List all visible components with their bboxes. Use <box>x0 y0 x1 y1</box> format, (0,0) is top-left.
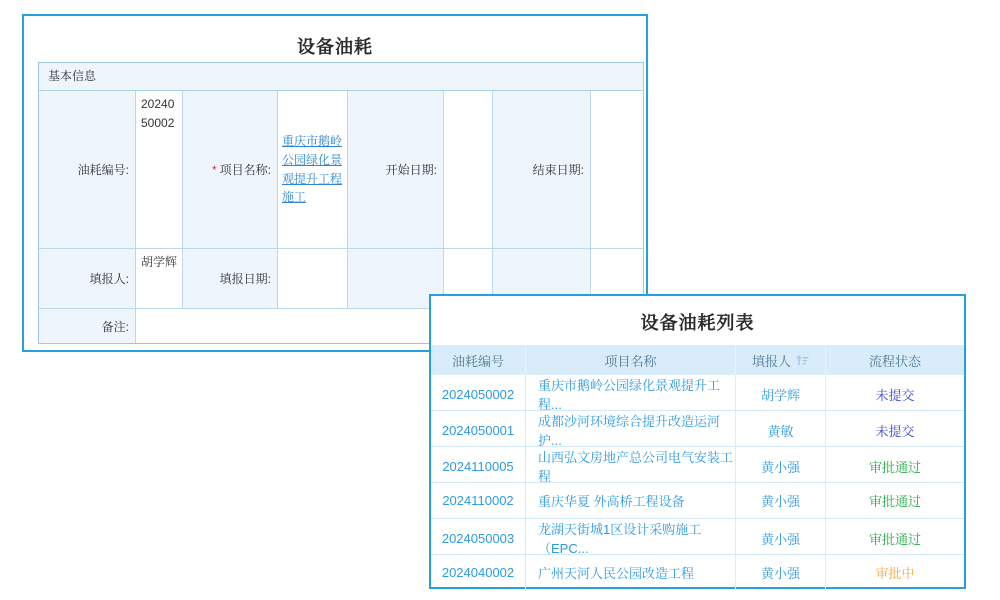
row-fuel-no-link[interactable]: 2024050001 <box>431 411 526 449</box>
project-name-label-text: 项目名称: <box>219 163 271 177</box>
table-row <box>431 447 964 483</box>
table-row <box>431 519 964 555</box>
row-project-name-link[interactable]: 龙湖天街城1区设计采购施工（EPC... <box>526 519 736 557</box>
header-filler-label: 填报人 <box>751 353 791 369</box>
table-row <box>431 411 964 447</box>
remark-label: 备注: <box>39 309 136 343</box>
row-fuel-no-link[interactable]: 2024110005 <box>431 447 526 485</box>
list-table-body <box>431 375 964 590</box>
fill-date-label: 填报日期: <box>183 249 278 309</box>
row-project-name-link[interactable]: 成都沙河环境综合提升改造运河护... <box>526 411 736 449</box>
sort-ascending-icon[interactable] <box>796 355 809 366</box>
row-project-name-link[interactable]: 重庆市鹅岭公园绿化景观提升工程... <box>526 375 736 413</box>
table-row <box>431 483 964 519</box>
row-project-name-link[interactable]: 山西弘文房地产总公司电气安装工程 <box>526 447 736 485</box>
fuel-no-value: 2024050002 <box>136 91 183 249</box>
project-name-link[interactable]: 重庆市鹅岭公园绿化景观提升工程施工 <box>282 134 343 205</box>
fuel-list-panel <box>429 294 966 589</box>
filler-value: 胡学辉 <box>136 249 183 309</box>
project-name-cell <box>278 91 348 249</box>
list-title: 设备油耗列表 <box>640 313 755 333</box>
header-project-name: 项目名称 <box>526 345 736 375</box>
row-status-badge: 未提交 <box>875 423 915 439</box>
row-filler-name: 黄小强 <box>736 519 826 557</box>
end-date-label: 结束日期: <box>493 91 591 249</box>
required-mark: * <box>211 162 217 177</box>
fuel-list-table <box>431 345 964 590</box>
row-filler-name: 胡学辉 <box>736 375 826 413</box>
end-date-value <box>591 91 643 249</box>
row-filler-name: 黄小强 <box>736 483 826 518</box>
row-status-badge: 审批通过 <box>868 459 921 475</box>
header-status: 流程状态 <box>868 353 921 369</box>
project-name-label <box>183 91 278 249</box>
list-header-row <box>431 345 964 375</box>
fuel-no-label: 油耗编号: <box>39 91 136 249</box>
header-filler[interactable] <box>736 345 826 375</box>
row-fuel-no-link[interactable]: 2024110002 <box>431 483 526 518</box>
row-fuel-no-link[interactable]: 2024050002 <box>431 375 526 413</box>
row-status-badge: 审批中 <box>875 566 915 581</box>
row-filler-name: 黄敏 <box>736 411 826 449</box>
row-project-name-link[interactable]: 重庆华夏 外高桥工程设备 <box>526 483 736 518</box>
row-filler-name: 黄小强 <box>736 555 826 590</box>
table-row <box>431 555 964 590</box>
row-status-badge: 审批通过 <box>868 494 921 509</box>
row-project-name-link[interactable]: 广州天河人民公园改造工程 <box>526 555 736 590</box>
header-fuel-no: 油耗编号 <box>431 345 526 375</box>
start-date-label: 开始日期: <box>348 91 444 249</box>
filler-label: 填报人: <box>39 249 136 309</box>
start-date-value <box>444 91 493 249</box>
row-fuel-no-link[interactable]: 2024050003 <box>431 519 526 557</box>
form-title: 设备油耗 <box>297 37 373 57</box>
row-status-badge: 未提交 <box>875 387 915 403</box>
row-status-badge: 审批通过 <box>868 531 921 547</box>
row-filler-name: 黄小强 <box>736 447 826 485</box>
fill-date-value <box>278 249 348 309</box>
section-header-basic-info: 基本信息 <box>39 63 643 91</box>
row-fuel-no-link[interactable]: 2024040002 <box>431 555 526 590</box>
table-row <box>431 375 964 411</box>
